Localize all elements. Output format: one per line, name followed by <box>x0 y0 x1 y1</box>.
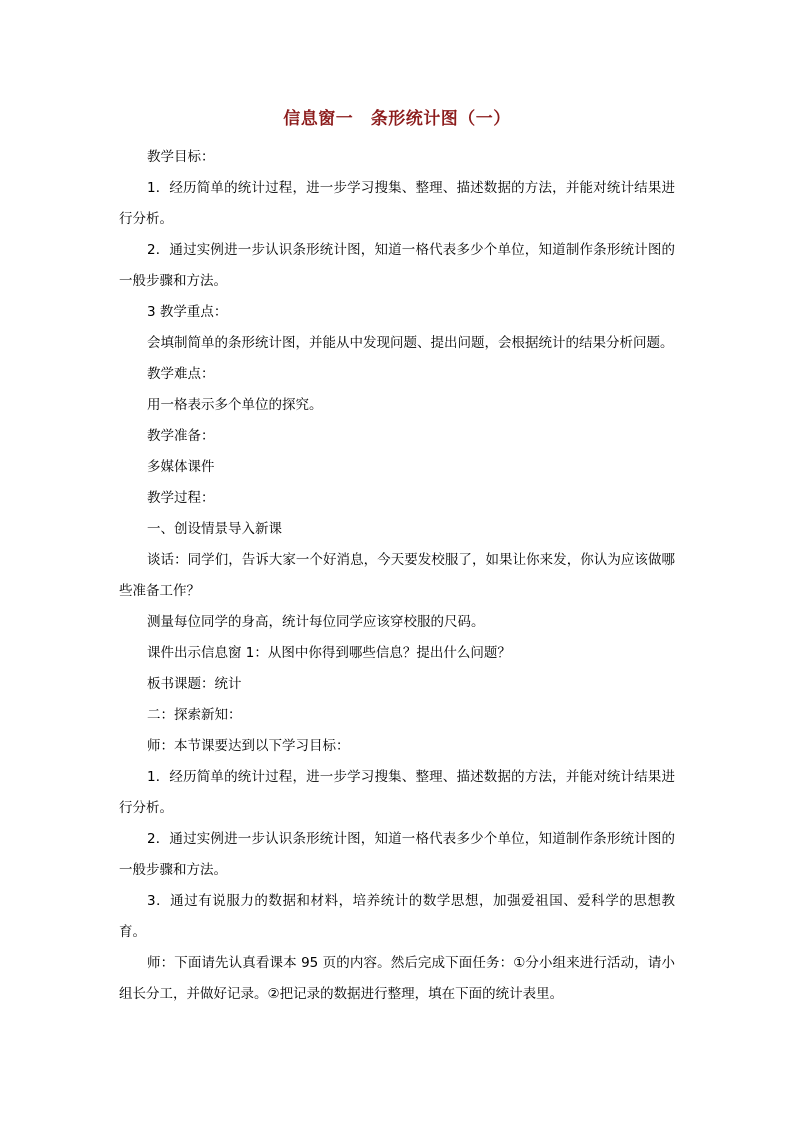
paragraph: 二：探索新知： <box>147 707 242 723</box>
document-body <box>119 142 675 1010</box>
paragraph: 多媒体课件 <box>147 459 215 475</box>
paragraph: 师：本节课要达到以下学习目标： <box>147 738 350 754</box>
paragraph: 1．经历简单的统计过程，进一步学习搜集、整理、描述数据的方法，并能对统计结果进行分析。 <box>119 769 675 816</box>
paragraph: 教学难点： <box>147 366 215 382</box>
paragraph: 2．通过实例进一步认识条形统计图，知道一格代表多少个单位，知道制作条形统计图的一般步骤和方法。 <box>119 831 675 878</box>
paragraph: 谈话：同学们，告诉大家一个好消息，今天要发校服了，如果让你来发，你认为应该做哪些准备工作？ <box>119 552 675 599</box>
paragraph: 1．经历简单的统计过程，进一步学习搜集、整理、描述数据的方法，并能对统计结果进行分析。 <box>119 180 675 227</box>
paragraph: 3 教学重点： <box>147 304 228 320</box>
paragraph: 教学过程： <box>147 490 215 506</box>
paragraph: 2．通过实例进一步认识条形统计图，知道一格代表多少个单位，知道制作条形统计图的一般步骤和方法。 <box>119 242 675 289</box>
paragraph: 教学目标： <box>147 149 215 165</box>
paragraph: 会填制简单的条形统计图，并能从中发现问题、提出问题，会根据统计的结果分析问题。 <box>147 335 674 351</box>
paragraph: 师：下面请先认真看课本 95 页的内容。然后完成下面任务：①分小组来进行活动，请小组长分工，并做好记录。②把记录的数据进行整理，填在下面的统计表里。 <box>119 955 675 1002</box>
document-title: 信息窗一 条形统计图（一） <box>283 109 511 129</box>
paragraph: 一、创设情景导入新课 <box>147 521 282 537</box>
paragraph: 板书课题：统计 <box>147 676 242 692</box>
paragraph: 3．通过有说服力的数据和材料，培养统计的数学思想，加强爱祖国、爱科学的思想教育。 <box>119 893 675 940</box>
paragraph: 教学准备： <box>147 428 215 444</box>
paragraph: 测量每位同学的身高，统计每位同学应该穿校服的尺码。 <box>147 614 485 630</box>
paragraph: 用一格表示多个单位的探究。 <box>147 397 323 413</box>
paragraph: 课件出示信息窗 1：从图中你得到哪些信息？提出什么问题？ <box>147 645 511 661</box>
